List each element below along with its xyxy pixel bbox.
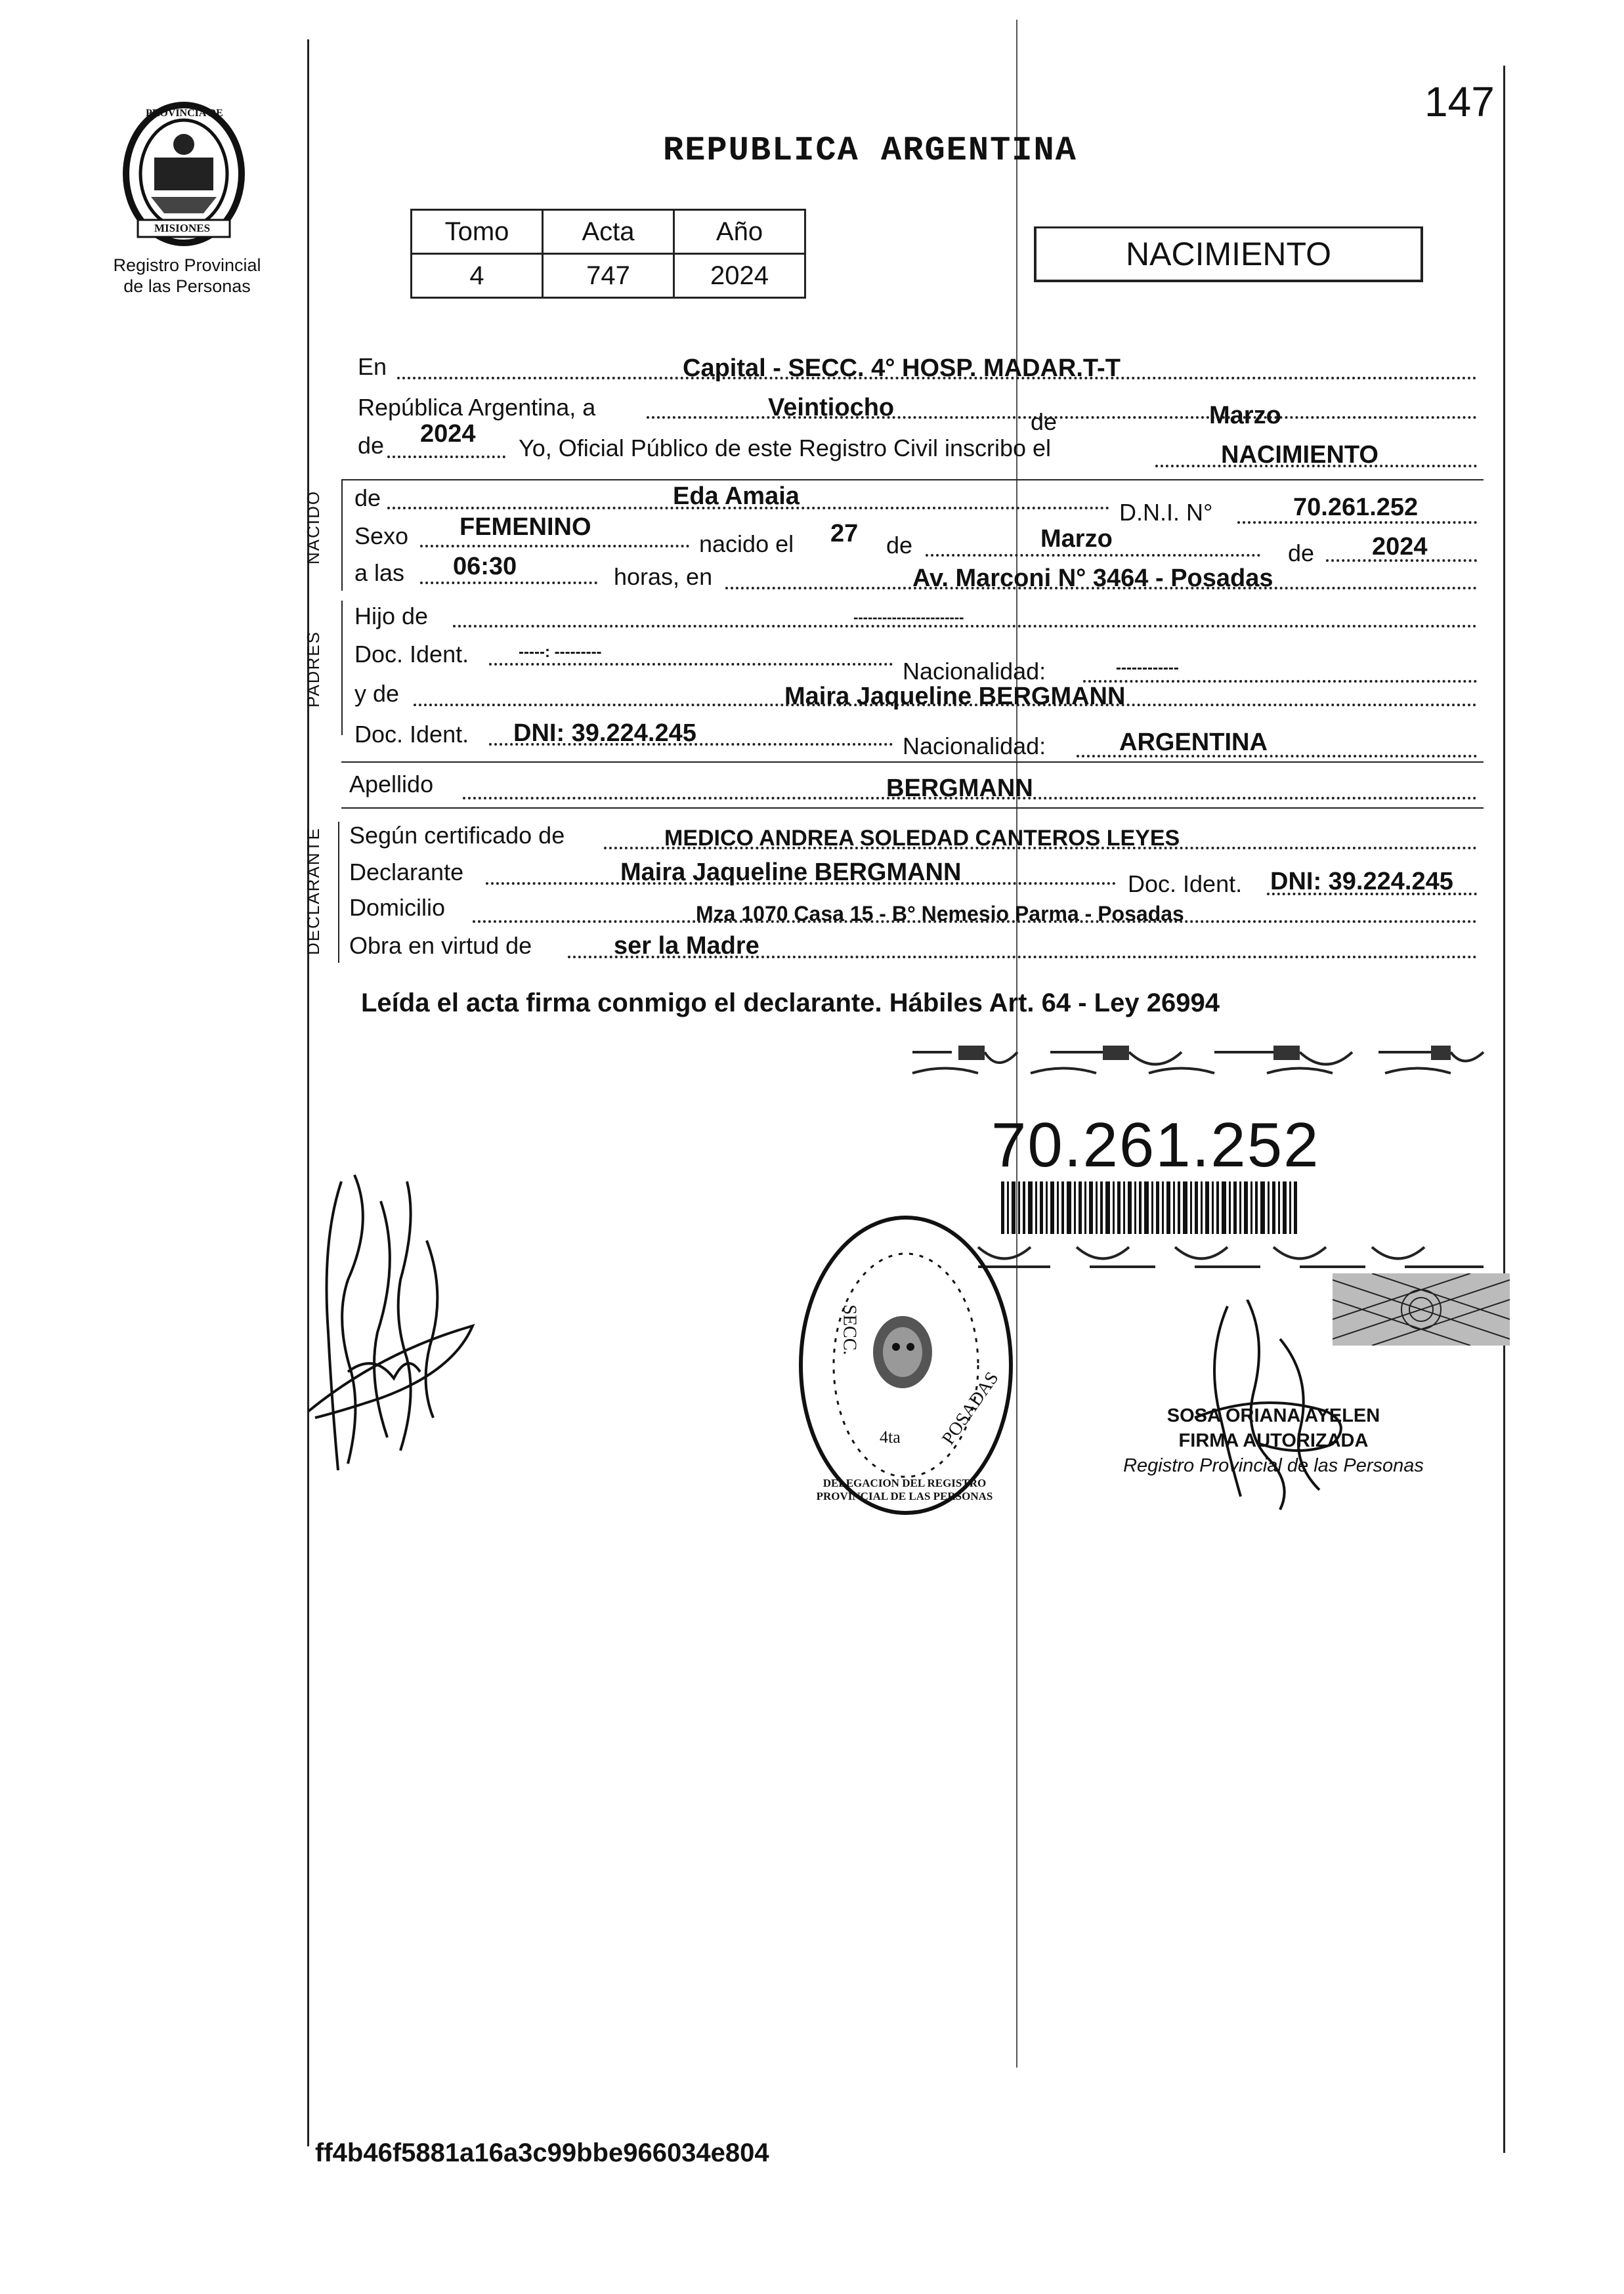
birth-place-dots xyxy=(725,587,1477,589)
barcode-number: 70.261.252 xyxy=(991,1110,1320,1180)
birth-day-value: 27 xyxy=(830,520,859,547)
doc-type-label: NACIMIENTO xyxy=(1126,236,1331,272)
intro-separator xyxy=(341,479,1484,480)
apellido-value: BERGMANN xyxy=(886,775,1033,802)
doc-type-box xyxy=(1034,226,1423,282)
birth-de2-label: de xyxy=(1288,540,1315,566)
birth-month-dots xyxy=(926,554,1260,557)
obra-label: Obra en virtud de xyxy=(349,932,532,959)
nac2-value: ARGENTINA xyxy=(1119,729,1268,756)
dni-value: 70.261.252 xyxy=(1293,494,1419,521)
official-title: FIRMA AUTORIZADA xyxy=(1178,1430,1369,1451)
obra-value: ser la Madre xyxy=(614,932,759,960)
declarant-signature xyxy=(302,1162,486,1529)
registry-caption xyxy=(89,255,286,297)
birth-de-label: de xyxy=(886,532,913,559)
decl-dots xyxy=(486,882,1116,885)
republica-label: República Argentina, a xyxy=(358,394,596,421)
cert-label: Según certificado de xyxy=(349,822,565,849)
year-dots xyxy=(387,456,505,458)
birth-place-value: Av. Marconi N° 3464 - Posadas xyxy=(912,564,1273,592)
logo-bottom-text: MISIONES xyxy=(154,222,211,234)
apellido-label: Apellido xyxy=(349,771,434,797)
nac2-label: Nacionalidad: xyxy=(903,733,1046,759)
registry-header-tomo: Tomo xyxy=(412,210,543,254)
decl-doc-dots xyxy=(1267,893,1477,895)
birth-year-dots xyxy=(1326,559,1477,562)
year-value: 2024 xyxy=(420,420,476,448)
stamp-inner-secc: SECC. xyxy=(839,1304,860,1355)
nac1-dots xyxy=(1083,680,1477,683)
cert-dots xyxy=(604,847,1477,849)
registry-round-stamp xyxy=(788,1201,1024,1529)
registry-table-header-row xyxy=(412,210,805,254)
dom-value: Mza 1070 Casa 15 - B° Nemesio Parma - Posadas xyxy=(696,902,1184,925)
doc1-dots xyxy=(489,663,893,666)
closing-text: Leída el acta firma conmigo el declarante. Hábiles Art. 64 - Ley 26994 xyxy=(361,988,1220,1017)
decl-doc-label: Doc. Ident. xyxy=(1128,870,1243,897)
apellido-dots xyxy=(463,797,1477,799)
horas-label: horas, en xyxy=(614,563,713,590)
yo-text: Yo, Oficial Público de este Registro Civil inscribo el xyxy=(519,435,1052,461)
logo-top-text: PROVINCIA DE xyxy=(146,108,223,119)
decl-label: Declarante xyxy=(349,859,464,885)
declarante-bracket xyxy=(338,822,339,963)
doc2-dots xyxy=(489,743,893,746)
nacido-de-label: de xyxy=(354,484,381,511)
sexo-dots xyxy=(420,545,689,547)
doc2-label: Doc. Ident. xyxy=(354,721,469,748)
left-margin-line xyxy=(307,39,309,2146)
de2-label: de xyxy=(358,432,385,459)
nacido-name-value: Eda Amaia xyxy=(673,482,800,510)
padres-bracket xyxy=(341,601,343,735)
dom-dots xyxy=(473,920,1477,923)
a-las-label: a las xyxy=(354,559,405,586)
right-margin-line xyxy=(1503,66,1505,2153)
stamp-inner-posadas: POSADAS xyxy=(938,1368,1003,1449)
nacido-el-label: nacido el xyxy=(699,530,794,557)
padres-separator xyxy=(341,761,1484,763)
nacido-side-label: NACIDO xyxy=(303,490,323,564)
en-value: Capital - SECC. 4° HOSP. MADAR.T-T xyxy=(683,354,1121,382)
registry-value-acta: 747 xyxy=(543,254,674,298)
cert-value: MEDICO ANDREA SOLEDAD CANTEROS LEYES xyxy=(664,826,1180,851)
padres-side-label: PADRES xyxy=(303,631,323,708)
madre-value: Maira Jaqueline BERGMANN xyxy=(784,683,1126,710)
en-label: En xyxy=(358,353,387,380)
time-value: 06:30 xyxy=(453,553,517,580)
apellido-separator xyxy=(341,807,1484,809)
sexo-label: Sexo xyxy=(354,522,409,549)
y-de-label: y de xyxy=(354,680,400,707)
page-number: 147 xyxy=(1424,78,1495,125)
doc2-value: DNI: 39.224.245 xyxy=(513,719,696,747)
nacido-bracket xyxy=(341,479,343,591)
security-band-bottom xyxy=(972,1237,1497,1277)
nac1-value: ------------ xyxy=(1116,659,1179,677)
hijo-label: Hijo de xyxy=(354,603,429,629)
decl-value: Maira Jaqueline BERGMANN xyxy=(620,859,962,886)
registry-value-anio: 2024 xyxy=(674,254,805,298)
nac2-dots xyxy=(1077,755,1477,757)
registry-caption-line-2: de las Personas xyxy=(123,276,251,296)
registry-table-value-row xyxy=(412,254,805,298)
registry-caption-line-1: Registro Provincial xyxy=(113,255,261,275)
stamp-ring-text: DELEGACION DEL REGISTRO PROVINCIAL DE LAS PERSONAS xyxy=(816,1477,993,1502)
day-value: Veintiocho xyxy=(768,394,895,421)
province-logo xyxy=(118,98,249,249)
barcode xyxy=(1001,1181,1303,1234)
doc1-label: Doc. Ident. xyxy=(354,641,469,668)
birth-year-value: 2024 xyxy=(1372,533,1428,561)
inscribo-value: NACIMIENTO xyxy=(1221,441,1378,469)
hijo-dots xyxy=(453,625,1477,627)
de-label: de xyxy=(1031,408,1058,435)
birth-month-value: Marzo xyxy=(1040,525,1113,553)
dni-label: D.N.I. N° xyxy=(1119,499,1213,526)
sexo-value: FEMENINO xyxy=(459,513,591,541)
month-value: Marzo xyxy=(1209,402,1281,429)
registry-value-tomo: 4 xyxy=(412,254,543,298)
nac1-label: Nacionalidad: xyxy=(903,658,1046,685)
dom-label: Domicilio xyxy=(349,894,446,921)
obra-dots xyxy=(568,956,1477,958)
time-dots xyxy=(420,582,597,584)
declarante-side-label: DECLARANTE xyxy=(303,827,323,955)
official-registry: Registro Provincial de las Personas xyxy=(1123,1455,1424,1476)
decl-doc-value: DNI: 39.224.245 xyxy=(1270,868,1453,895)
doc1-value: -----: --------- xyxy=(519,643,602,661)
inscribo-dots xyxy=(1155,465,1477,467)
security-band-top xyxy=(906,1040,1490,1086)
hijo-value: ----------------------- xyxy=(853,609,964,626)
registry-header-anio: Año xyxy=(674,210,805,254)
stamp-inner-4ta: 4ta xyxy=(880,1428,901,1447)
page-title: REPUBLICA ARGENTINA xyxy=(663,131,1077,170)
official-name-block xyxy=(1109,1403,1438,1478)
official-name: SOSA ORIANA AYELEN xyxy=(1166,1405,1380,1426)
footer-hash: ff4b46f5881a16a3c99bbe966034e804 xyxy=(315,2138,769,2167)
registry-header-acta: Acta xyxy=(543,210,674,254)
registry-table xyxy=(410,209,806,299)
